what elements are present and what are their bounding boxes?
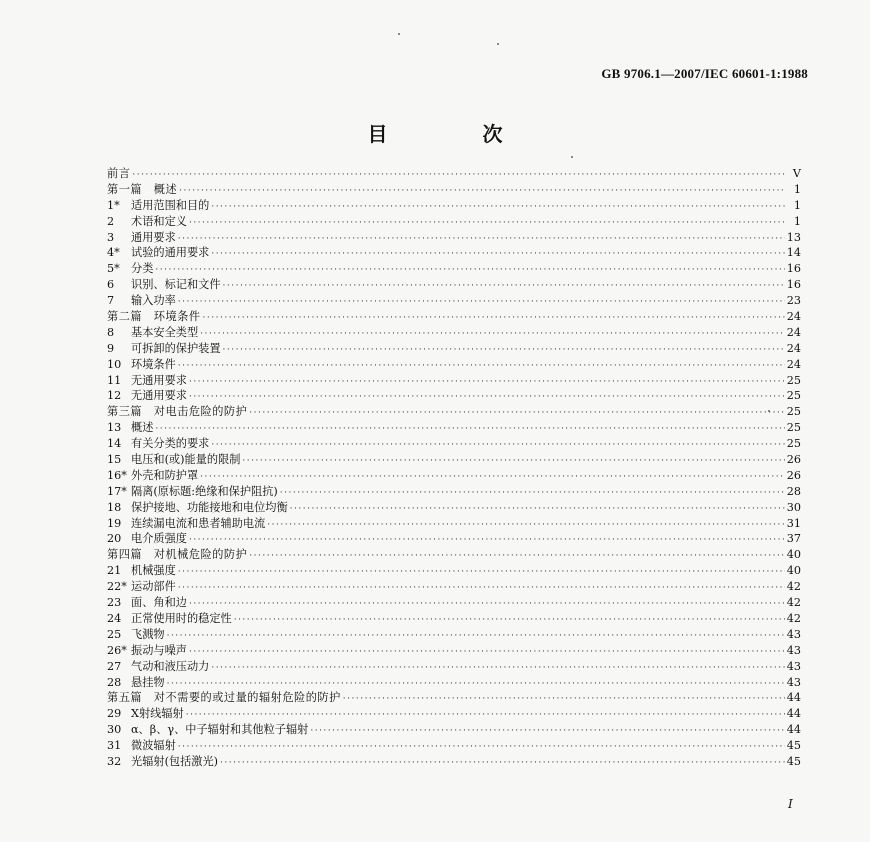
toc-entry-row bbox=[107, 293, 801, 309]
toc-entry-page: 40 bbox=[786, 548, 801, 562]
toc-dot-leader bbox=[242, 454, 784, 470]
toc-entry-row bbox=[107, 563, 801, 579]
toc-entry-row bbox=[107, 595, 801, 611]
toc-dot-leader bbox=[200, 327, 785, 343]
toc-entry-page: 25 bbox=[786, 373, 801, 387]
toc-dot-leader bbox=[249, 406, 784, 422]
toc-entry-label: 电介质强度 bbox=[131, 532, 187, 546]
toc-dot-leader bbox=[211, 438, 784, 454]
toc-entry-row bbox=[107, 643, 801, 659]
toc-entry-page: 45 bbox=[786, 754, 801, 768]
toc-entry-label: 可拆卸的保护装置 bbox=[131, 341, 221, 355]
toc-entry-row bbox=[107, 484, 801, 500]
toc-section-row bbox=[107, 547, 801, 563]
toc-dot-leader bbox=[178, 581, 785, 597]
toc-entry-page: 43 bbox=[786, 659, 801, 673]
toc-entry-number: 14 bbox=[107, 437, 122, 451]
toc-entry-row bbox=[107, 388, 801, 404]
toc-section-row bbox=[107, 166, 801, 182]
toc-entry-number: 19 bbox=[107, 516, 122, 530]
toc-entry-page: 44 bbox=[786, 707, 801, 721]
toc-entry-row bbox=[107, 659, 801, 675]
toc-entry-page: 45 bbox=[786, 739, 801, 753]
toc-entry-page: 43 bbox=[786, 643, 801, 657]
toc-section-row bbox=[107, 404, 801, 420]
scan-speck bbox=[497, 43, 499, 45]
toc-entry-page: 42 bbox=[786, 596, 801, 610]
scan-speck bbox=[768, 410, 770, 412]
toc-entry-page: 24 bbox=[786, 310, 801, 324]
toc-entry-page: 44 bbox=[786, 691, 801, 705]
toc-entry-number: 10 bbox=[107, 357, 122, 371]
toc-entry-row bbox=[107, 706, 801, 722]
toc-dot-leader bbox=[290, 502, 785, 518]
toc-entry-number: 29 bbox=[107, 707, 122, 721]
toc-entry-label: 第四篇 对机械危险的防护 bbox=[107, 548, 248, 562]
toc-dot-leader bbox=[211, 247, 784, 263]
toc-entry-page: 24 bbox=[786, 325, 801, 339]
toc-entry-row bbox=[107, 261, 801, 277]
toc-entry-label: 气动和液压动力 bbox=[131, 659, 210, 673]
toc-entry-page: 1 bbox=[793, 214, 801, 228]
toc-entry-label: 前言 bbox=[107, 167, 131, 180]
toc-entry-number: 22* bbox=[107, 580, 127, 594]
toc-dot-leader bbox=[178, 295, 785, 311]
toc-entry-label: 有关分类的要求 bbox=[131, 437, 210, 451]
toc-entry-page: 44 bbox=[786, 723, 801, 737]
toc-entry-number: 13 bbox=[107, 421, 122, 435]
toc-section-row bbox=[107, 182, 801, 198]
toc-entry-label: 环境条件 bbox=[131, 357, 176, 371]
toc-entry-number: 18 bbox=[107, 500, 122, 514]
toc-entry-row bbox=[107, 531, 801, 547]
toc-dot-leader bbox=[189, 597, 785, 613]
toc-entry-label: 振动与噪声 bbox=[131, 643, 187, 657]
toc-entry-page: 31 bbox=[786, 516, 801, 530]
toc-entry-number: 11 bbox=[107, 373, 122, 387]
toc-dot-leader bbox=[178, 232, 785, 248]
toc-entry-number: 5* bbox=[107, 262, 120, 276]
toc-entry-label: 无通用要求 bbox=[131, 389, 187, 403]
toc-entry-label: 试验的通用要求 bbox=[131, 246, 210, 260]
toc-dot-leader bbox=[200, 470, 785, 486]
toc-entry-row bbox=[107, 675, 801, 691]
toc-entry-label: 分类 bbox=[131, 262, 154, 276]
toc-entry-page: 43 bbox=[786, 627, 801, 641]
toc-entry-number: 28 bbox=[107, 675, 122, 689]
toc-entry-page: 42 bbox=[786, 580, 801, 594]
toc-entry-row bbox=[107, 277, 801, 293]
toc-entry-label: 正常使用时的稳定性 bbox=[131, 611, 232, 625]
toc-dot-leader bbox=[310, 724, 784, 740]
toc-entry-page: 1 bbox=[793, 198, 801, 212]
toc-entry-label: 连续漏电流和患者辅助电流 bbox=[131, 516, 266, 530]
toc-entry-number: 21 bbox=[107, 564, 122, 578]
toc-dot-leader bbox=[211, 661, 784, 677]
toc-entry-page: 16 bbox=[786, 262, 801, 276]
toc-dot-leader bbox=[189, 390, 785, 406]
toc-dot-leader bbox=[132, 168, 785, 184]
toc-entry-page: 13 bbox=[786, 230, 801, 244]
toc-entry-row bbox=[107, 754, 801, 770]
toc-entry-page: 26 bbox=[786, 453, 801, 467]
toc-entry-number: 6 bbox=[107, 278, 115, 292]
toc-entry-row bbox=[107, 452, 801, 468]
toc-entry-label: 识别、标记和文件 bbox=[131, 278, 221, 292]
toc-entry-row bbox=[107, 325, 801, 341]
toc-section-row bbox=[107, 309, 801, 325]
toc-entry-number: 32 bbox=[107, 754, 122, 768]
toc-entry-label: α、β、γ、中子辐射和其他粒子辐射 bbox=[131, 723, 309, 737]
toc-entry-number: 7 bbox=[107, 294, 115, 308]
toc-entry-label: 保护接地、功能接地和电位均衡 bbox=[131, 500, 288, 514]
toc-entry-page: 40 bbox=[786, 564, 801, 578]
toc-entry-row bbox=[107, 627, 801, 643]
toc-entry-number: 2 bbox=[107, 214, 115, 228]
toc-entry-number: 1* bbox=[107, 198, 120, 212]
toc-entry-label: 输入功率 bbox=[131, 294, 176, 308]
toc-entry-page: V bbox=[792, 167, 801, 180]
toc-dot-leader bbox=[189, 533, 785, 549]
toc-entry-number: 8 bbox=[107, 325, 115, 339]
toc-entry-number: 16* bbox=[107, 468, 127, 482]
toc-entry-number: 15 bbox=[107, 453, 122, 467]
toc-entry-row bbox=[107, 420, 801, 436]
toc-entry-number: 20 bbox=[107, 532, 122, 546]
toc-entry-label: 第三篇 对电击危险的防护 bbox=[107, 405, 248, 419]
toc-dot-leader bbox=[223, 279, 785, 295]
toc-entry-label: 第五篇 对不需要的或过量的辐射危险的防护 bbox=[107, 691, 341, 705]
toc-entry-number: 23 bbox=[107, 596, 122, 610]
toc-entry-row bbox=[107, 373, 801, 389]
toc-dot-leader bbox=[234, 613, 785, 629]
toc-entry-label: 运动部件 bbox=[131, 580, 176, 594]
toc-entry-row bbox=[107, 500, 801, 516]
toc-entry-label: 机械强度 bbox=[131, 564, 176, 578]
toc-dot-leader bbox=[167, 629, 785, 645]
toc-entry-number: 9 bbox=[107, 341, 115, 355]
toc-dot-leader bbox=[203, 311, 785, 327]
toc-entry-page: 42 bbox=[786, 611, 801, 625]
toc-entry-row bbox=[107, 436, 801, 452]
toc-entry-label: 适用范围和目的 bbox=[131, 198, 210, 212]
toc-dot-leader bbox=[189, 645, 785, 661]
table-of-contents bbox=[107, 166, 801, 770]
toc-dot-leader bbox=[267, 518, 784, 534]
scan-speck bbox=[571, 156, 573, 158]
toc-entry-page: 28 bbox=[786, 484, 801, 498]
toc-dot-leader bbox=[223, 343, 785, 359]
toc-entry-label: 光辐射(包括激光) bbox=[131, 754, 219, 768]
toc-entry-number: 26* bbox=[107, 643, 127, 657]
toc-dot-leader bbox=[211, 200, 785, 216]
toc-entry-label: 第二篇 环境条件 bbox=[107, 310, 201, 324]
toc-entry-row bbox=[107, 579, 801, 595]
toc-entry-row bbox=[107, 468, 801, 484]
toc-entry-page: 23 bbox=[786, 294, 801, 308]
toc-entry-page: 25 bbox=[786, 405, 801, 419]
toc-entry-label: X射线辐射 bbox=[131, 707, 184, 721]
toc-dot-leader bbox=[178, 565, 785, 581]
toc-dot-leader bbox=[220, 756, 785, 772]
toc-entry-page: 37 bbox=[786, 532, 801, 546]
toc-entry-row bbox=[107, 516, 801, 532]
toc-entry-row bbox=[107, 198, 801, 214]
scan-speck bbox=[398, 33, 400, 35]
toc-entry-number: 30 bbox=[107, 723, 122, 737]
toc-dot-leader bbox=[189, 375, 785, 391]
toc-entry-page: 24 bbox=[786, 341, 801, 355]
toc-entry-page: 14 bbox=[786, 246, 801, 260]
toc-entry-page: 26 bbox=[786, 468, 801, 482]
toc-dot-leader bbox=[155, 422, 784, 438]
toc-entry-row bbox=[107, 230, 801, 246]
toc-entry-number: 3 bbox=[107, 230, 115, 244]
toc-entry-page: 25 bbox=[786, 421, 801, 435]
toc-entry-row bbox=[107, 738, 801, 754]
toc-entry-label: 飞溅物 bbox=[131, 627, 165, 641]
toc-entry-number: 27 bbox=[107, 659, 122, 673]
toc-title: 目 次 bbox=[367, 122, 547, 146]
toc-entry-number: 17* bbox=[107, 484, 127, 498]
toc-entry-label: 通用要求 bbox=[131, 230, 176, 244]
toc-entry-page: 16 bbox=[786, 278, 801, 292]
toc-entry-number: 12 bbox=[107, 389, 122, 403]
page-number: I bbox=[788, 797, 793, 811]
toc-entry-page: 24 bbox=[786, 357, 801, 371]
toc-entry-number: 4* bbox=[107, 246, 120, 260]
toc-entry-row bbox=[107, 722, 801, 738]
toc-entry-label: 第一篇 概述 bbox=[107, 182, 178, 196]
toc-entry-page: 30 bbox=[786, 500, 801, 514]
toc-entry-row bbox=[107, 214, 801, 230]
toc-entry-page: 25 bbox=[786, 389, 801, 403]
toc-entry-number: 24 bbox=[107, 611, 122, 625]
toc-entry-row bbox=[107, 245, 801, 261]
toc-entry-label: 微波辐射 bbox=[131, 739, 176, 753]
toc-entry-page: 43 bbox=[786, 675, 801, 689]
toc-entry-label: 基本安全类型 bbox=[131, 325, 199, 339]
toc-entry-row bbox=[107, 357, 801, 373]
toc-entry-label: 术语和定义 bbox=[131, 214, 187, 228]
toc-entry-page: 1 bbox=[793, 182, 801, 196]
toc-dot-leader bbox=[155, 263, 784, 279]
toc-entry-label: 电压和(或)能量的限制 bbox=[131, 453, 241, 467]
toc-entry-number: 25 bbox=[107, 627, 122, 641]
toc-dot-leader bbox=[343, 692, 785, 708]
toc-entry-row bbox=[107, 341, 801, 357]
toc-dot-leader bbox=[178, 740, 785, 756]
toc-dot-leader bbox=[178, 359, 785, 375]
toc-dot-leader bbox=[280, 486, 785, 502]
toc-dot-leader bbox=[249, 549, 784, 565]
toc-entry-label: 悬挂物 bbox=[131, 675, 165, 689]
toc-entry-label: 无通用要求 bbox=[131, 373, 187, 387]
toc-entry-row bbox=[107, 611, 801, 627]
toc-dot-leader bbox=[189, 216, 785, 232]
toc-entry-label: 面、角和边 bbox=[131, 596, 187, 610]
toc-dot-leader bbox=[179, 184, 785, 200]
toc-section-row bbox=[107, 690, 801, 706]
toc-entry-label: 概述 bbox=[131, 421, 154, 435]
toc-entry-label: 隔离(原标题:绝缘和保护阻抗) bbox=[131, 484, 278, 498]
toc-entry-label: 外壳和防护罩 bbox=[131, 468, 199, 482]
toc-entry-page: 25 bbox=[786, 437, 801, 451]
toc-entry-number: 31 bbox=[107, 739, 122, 753]
standard-code: GB 9706.1—2007/IEC 60601-1:1988 bbox=[601, 66, 808, 81]
